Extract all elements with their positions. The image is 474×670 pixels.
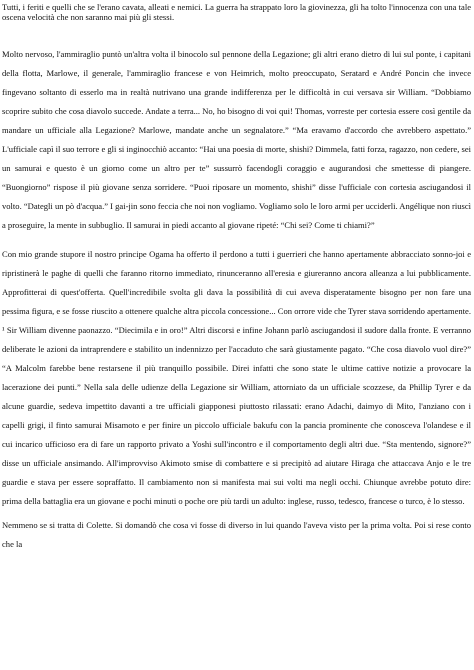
paragraph-1: Tutti, i feriti e quelli che se l'erano cavata, alleati e nemici. La guerra ha strappato loro la giovinezza, gli ha tolto l'innocenza con una tale oscena velocità che non saranno mai più gli stessi. [2, 2, 471, 23]
paragraph-spacer [2, 23, 471, 45]
paragraph-4: Nemmeno se si tratta di Colette. Si domandò che cosa vi fosse di diverso in lui quando l'aveva visto per la prima volta. Poi si rese conto che la [2, 519, 471, 549]
paragraph-3: Con mio grande stupore il nostro principe Ogama ha offerto il perdono a tutti i guerrieri che hanno apertamente abbracciato sonno-joi e ripristinerà le paghe di quelli che faranno ritorno immediato, rinunceranno all'eresia e giureranno ancora alleanza a lui pubblicamente. Approfitterai di quest'offerta. Quell'incredibile svolta gli dava la possibilità di cui aveva disperatamente bisogno per non fare una pessima figura, e se fosse riuscito a ottenere qualche altra piccola concessione... Con orrore vide che Tyrer stava sorridendo apertamente. ¹ Sir William divenne paonazzo. “Diecimila e in oro!” Altri discorsi e infine Johann parlò asciugandosi il sudore dalla fronte. E verranno deliberate le azioni da intraprendere e stabilito un indennizzo per l'accaduto che sarà giustamente pagato. “Che cosa diavolo vuol dire?” “A Malcolm farebbe bene restarsene il più tranquillo possibile. Direi infatti che sono state le ultime cattive notizie a provocare la lacerazione dei punti.” Nella sala delle udienze della Legazione sir William, attorniato da un ufficiale scozzese, da Phillip Tyrer e da alcune guardie, sedeva impettito davanti a tre ufficiali giapponesi piuttosto rilassati: erano Adachi, daimyo di Mito, l'anziano con i capelli grigi, il finto samurai Misamoto e per finire un piccolo ufficiale bakufu con la pancia prominente che conosceva l'olandese e il cui incarico ufficioso era di fare un rapporto privato a Yoshi sull'incontro e il comportamento degli altri due. “Sta mentendo, signore?” disse un ufficiale ansimando. All'improvviso Akimoto smise di combattere e si precipitò ad aiutare Hiraga che attaccava Anjo e le tre guardie e stava per essere sopraffatto. Il cambiamento non si manifesta mai sui volti ma negli occhi. Chiunque avrebbe potuto dire: prima della battaglia era un giovane e pochi minuti o poche ore più tardi un adulto: inglese, russo, tedesco, francese o turco, è lo stesso. [2, 248, 471, 506]
paragraph-spacer [2, 235, 471, 245]
paragraph-2: Molto nervoso, l'ammiraglio puntò un'altra volta il binocolo sul pennone della Legazione; gli altri erano dietro di lui sul ponte, i capitani della flotta, Marlowe, il generale, l'ammiraglio francese e von Heimrich, molto preoccupato, Seratard e André Poncin che invece fingevano soltanto di esserlo ma in realtà nutrivano una grande indifferenza per le difficoltà in cui versava sir William. “Dobbiamo scoprire subito che cosa diavolo succede. Andate a terra... No, ho bisogno di voi qui! Thomas, vorreste per cortesia essere così gentile da mandare un ufficiale alla Legazione? Marlowe, mandate anche un segnalatore.” “Ma eravamo d'accordo che avrebbero aspettato.” L'ufficiale capì il suo terrore e gli si inginocchiò accanto: “Hai una poesia di morte, shishi? Dimmela, fatti forza, ragazzo, non cedere, sei un samurai e questo è un giorno come un altro per te” sussurrò facendogli coraggio e augurandosi che smettesse di piangere. “Buongiorno” rispose il più giovane senza sorridere. “Puoi riposare un momento, shishi” disse l'ufficiale con cortesia asciugandosi il volto. “Dategli un pò d'acqua.” I gai-jin sono feccia che noi non vogliamo. Vogliamo solo le loro armi per ucciderli. Angélique non riuscì a proseguire, la mente in subbuglio. Il samurai in piedi accanto al giovane ripeté: “Chi sei? Come ti chiami?” [2, 48, 471, 230]
